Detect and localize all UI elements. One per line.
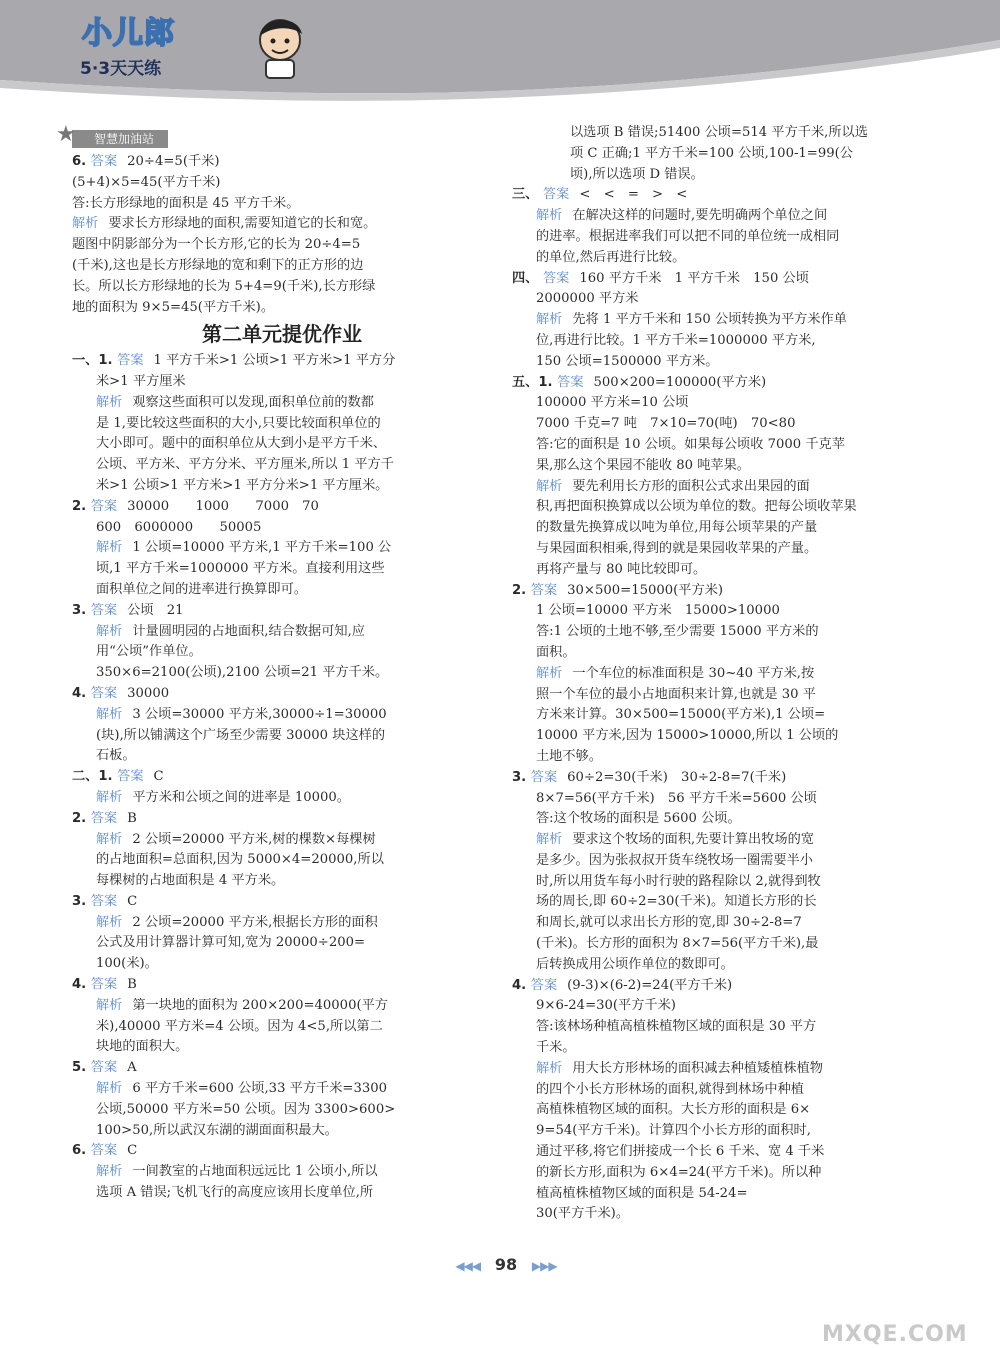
line-text: 150 公顷=1500000 平方米。 [536,353,719,369]
analysis-tag: 解析 [536,478,563,494]
analysis-tag: 解析 [96,540,123,556]
line-text: 面积。 [536,644,576,660]
text-line [72,705,492,726]
line-text: 3 公顷=30000 平方米,30000÷1=30000 [132,706,387,722]
text-line [512,830,932,851]
text-line [72,455,492,476]
text-line [512,726,932,747]
analysis-tag: 解析 [96,831,123,847]
line-text: 30000 [127,685,170,701]
page-footer [426,1255,586,1274]
line-text: 再将产量与 80 吨比较即可。 [536,561,707,577]
line-text: 顷,1 平方千米=1000000 平方米。直接利用这些 [96,561,385,577]
line-text: 30000 1000 7000 70 [127,498,319,514]
answer-tag: 答案 [530,582,558,598]
line-text: 是多少。因为张叔叔开货车绕牧场一圈需要半小 [536,852,813,868]
line-text: C [127,1143,138,1159]
line-text: (块),所以铺满这个广场至少需要 30000 块这样的 [96,727,386,743]
text-line [512,601,932,622]
text-line [72,1183,492,1204]
text-line [72,1121,492,1142]
line-text: A [127,1060,137,1076]
text-line [512,1163,932,1184]
answer-tag: 答案 [90,1143,118,1159]
text-line [512,414,932,435]
analysis-tag: 解析 [536,208,563,224]
text-line [72,393,492,414]
question-number: 4. [512,977,531,993]
text-line [512,497,932,518]
text-line [512,248,932,269]
text-line [72,601,492,622]
page-number: 98 [494,1255,518,1274]
text-line [512,373,932,394]
text-line [512,560,932,581]
answer-tag: 答案 [90,977,118,993]
text-line [72,351,492,372]
text-line [72,194,492,215]
text-line [512,892,932,913]
text-line [512,581,932,602]
line-text: 用大长方形林场的面积减去种植矮植株植物 [572,1060,823,1076]
question-number: 6. [72,1143,91,1159]
text-line [512,123,932,144]
line-text: 160 平方千米 1 平方千米 150 公顷 [579,270,809,286]
line-text: 通过平移,将它们拼接成一个长 6 千米、宽 4 千米 [536,1144,825,1160]
text-line [512,206,932,227]
text-line [512,768,932,789]
text-line [512,435,932,456]
answer-tag: 答案 [117,353,144,369]
text-line [72,152,492,173]
text-line [72,622,492,643]
line-text: 30×500=15000(平方米) [567,582,724,598]
line-text: 要先利用长方形的面积公式求出果园的面 [572,478,810,494]
text-line [72,497,492,518]
line-text: 的进率。根据进率我们可以把不同的单位统一成相同 [536,228,840,244]
line-text: 场的周长,即 60÷2=30(千米)。知道长方形的长 [536,894,817,910]
line-text: 的四个小长方形林场的面积,就得到林场中种植 [536,1081,804,1097]
line-text: 1 公顷=10000 平方米 15000>10000 [536,603,780,619]
question-number: 5. [72,1060,91,1076]
text-line [72,277,492,298]
text-line [512,996,932,1017]
analysis-tag: 解析 [536,665,563,681]
answer-tag: 答案 [90,685,118,701]
line-text: 答:该林场种植高植株植物区域的面积是 30 平方 [536,1019,817,1035]
question-number: 一、1. [72,353,118,369]
text-line [72,434,492,455]
question-number: 3. [72,602,91,618]
line-text: 公顷 21 [127,602,184,618]
analysis-tag: 解析 [96,914,123,930]
line-text: 在解决这样的问题时,要先明确两个单位之间 [572,208,828,224]
line-text: 项 C 正确;1 平方千米=100 公顷,100-1=99(公 [570,145,853,161]
line-text: 每棵树的占地面积是 4 平方米。 [96,873,285,889]
line-text: 答:这个牧场的面积是 5600 公顷。 [536,811,741,827]
line-text: 时,所以用货车每小时行驶的路程除以 2,就得到牧 [536,873,821,889]
line-text: 长。所以长方形绿地的长为 5+4=9(千米),长方形绿 [72,278,376,294]
line-text: 先将 1 平方千米和 150 公顷转换为平方米作单 [572,312,847,328]
text-line [512,1017,932,1038]
line-text: 2 公顷=20000 平方米,根据长方形的面积 [132,914,378,930]
question-number: 二、1. [72,769,118,785]
line-text: B [127,977,137,993]
text-line [512,1121,932,1142]
text-line [72,1162,492,1183]
line-text: 9×6-24=30(平方千米) [536,998,676,1014]
line-text: 10000 平方米,因为 15000>10000,所以 1 公顷的 [536,728,839,744]
text-line [72,235,492,256]
text-line [512,539,932,560]
line-text: (9-3)×(6-2)=24(平方千米) [567,977,733,993]
line-text: 米>1 平方厘米 [96,373,186,389]
line-text: 用“公顷”作单位。 [96,644,202,660]
text-line [512,747,932,768]
line-text: 观察这些面积可以发现,面积单位前的数都 [132,394,374,410]
line-text: 1 平方千米>1 公顷>1 平方米>1 平方分 [153,353,396,369]
answer-tag: 答案 [530,769,558,785]
text-line [512,913,932,934]
line-text: 30(平方千米)。 [536,1206,630,1222]
text-line [72,642,492,663]
text-line [512,352,932,373]
line-text: 和周长,就可以求出长方形的宽,即 30÷2-8=7 [536,915,802,931]
analysis-tag: 解析 [96,623,123,639]
question-number: 五、1. [512,374,558,390]
answer-tag: 答案 [557,374,584,390]
question-number: 3. [512,769,531,785]
text-line [72,1017,492,1038]
analysis-tag: 解析 [96,394,123,410]
text-line [512,185,932,206]
text-line [72,518,492,539]
line-text: 是 1,要比较这些面积的大小,只要比较面积单位的 [96,415,381,431]
line-text: 方米来计算。30×500=15000(平方米),1 公顷= [536,707,826,723]
text-line [72,1100,492,1121]
mascot-icon [252,14,310,80]
text-line [72,892,492,913]
text-line [512,144,932,165]
text-line [512,331,932,352]
text-line [72,871,492,892]
answer-tag: 答案 [117,769,144,785]
analysis-tag: 解析 [96,706,123,722]
text-line [72,1037,492,1058]
line-text: 9=54(平方千米)。计算四个小长方形的面积时, [536,1123,811,1139]
text-line [512,976,932,997]
text-line [72,954,492,975]
line-text: 60÷2=30(千米) 30÷2-8=7(千米) [567,769,787,785]
line-text: 的单位,然后再进行比较。 [536,249,686,265]
line-text: (千米),这也是长方形绿地的宽和剩下的正方形的边 [72,257,364,273]
line-text: C [127,893,138,909]
brand-name: 小儿郎 [82,16,175,51]
text-line [512,872,932,893]
text-line [72,214,492,235]
analysis-tag: 解析 [96,1164,123,1180]
line-text: 100000 平方米=10 公顷 [536,395,689,411]
text-line [512,809,932,830]
text-line [512,1142,932,1163]
answer-tag: 答案 [90,810,118,826]
text-line [72,996,492,1017]
question-number: 四、 [512,270,543,286]
line-text: 米>1 公顷>1 平方米>1 平方分米>1 平方厘米。 [96,477,389,493]
text-line [72,298,492,319]
analysis-tag: 解析 [96,789,123,805]
line-text: 100>50,所以武汉东湖的湖面面积最大。 [96,1122,338,1138]
text-line [512,1184,932,1205]
answer-tag: 答案 [542,270,570,286]
line-text: 公顷,50000 平方米=50 公顷。因为 3300>600> [96,1101,396,1117]
text-line [72,559,492,580]
text-line [72,746,492,767]
text-line [72,256,492,277]
unit-title: 第二单元提优作业 [202,322,362,347]
line-text: 一个车位的标准面积是 30~40 平方米,按 [572,665,815,681]
text-line [72,788,492,809]
text-line [72,538,492,559]
line-text: 积,再把面积换算成以公顷为单位的数。把每公顷收苹果 [536,499,857,515]
text-line [512,289,932,310]
text-line [512,477,932,498]
line-text: B [127,810,137,826]
question-number: 4. [72,685,91,701]
text-line [512,165,932,186]
line-text: 的数量先换算成以吨为单位,用每公顷苹果的产量 [536,520,818,536]
line-text: 植高植株植物区域的面积是 54-24= [536,1185,748,1201]
text-line [512,643,932,664]
text-line [72,684,492,705]
section-header [56,122,168,148]
line-text: 的占地面积=总面积,因为 5000×4=20000,所以 [96,852,384,868]
line-text: 大小即可。题中的面积单位从大到小是平方千米、 [96,436,387,452]
question-number: 3. [72,893,91,909]
text-line [72,1058,492,1079]
text-line [72,850,492,871]
text-line [72,663,492,684]
line-text: 要求长方形绿地的面积,需要知道它的长和宽。 [108,216,377,232]
question-number: 2. [72,498,91,514]
line-text: (千米)。长方形的面积为 8×7=56(平方千米),最 [536,936,819,952]
line-text: 答:长方形绿地的面积是 45 平方千米。 [72,195,300,211]
line-text: 1 公顷=10000 平方米,1 平方千米=100 公 [132,540,392,556]
right-column [512,123,932,1225]
text-line [512,310,932,331]
line-text: 100(米)。 [96,956,158,972]
text-line [72,1141,492,1162]
line-text: 照一个车位的最小占地面积来计算,也就是 30 平 [536,686,816,702]
text-line [72,830,492,851]
line-text: 土地不够。 [536,748,602,764]
text-line [512,269,932,290]
text-line [512,1059,932,1080]
text-line [72,913,492,934]
text-line [72,173,492,194]
section-title: 智慧加油站 [94,132,155,146]
text-line [512,664,932,685]
text-line [512,1100,932,1121]
brand-logo [76,8,236,88]
line-text: 米),40000 平方米=4 公顷。因为 4<5,所以第二 [96,1018,383,1034]
question-number: 2. [512,582,531,598]
line-text: 6 平方千米=600 公顷,33 平方千米=3300 [132,1081,388,1097]
line-text: 后转换成用公顷作单位的数即可。 [536,956,734,972]
text-line [72,726,492,747]
line-text: 题图中阴影部分为一个长方形,它的长为 20÷4=5 [72,237,361,253]
line-text: 8×7=56(平方千米) 56 平方千米=5600 公顷 [536,790,817,806]
line-text: 地的面积为 9×5=45(平方千米)。 [72,299,275,315]
line-text: 千米。 [536,1040,576,1056]
text-line [512,518,932,539]
line-text: 2 公顷=20000 平方米,树的棵数×每棵树 [132,831,376,847]
text-line [512,456,932,477]
star-icon: ★ [56,122,76,147]
line-text: 的新长方形,面积为 6×4=24(平方千米)。所以种 [536,1164,822,1180]
line-text: C [153,769,164,785]
line-text: 600 6000000 50005 [96,519,262,535]
line-text: 计量圆明园的占地面积,结合数据可知,应 [132,623,365,639]
text-line [72,933,492,954]
text-line [512,1038,932,1059]
text-line [512,685,932,706]
watermark: MXQE.COM [822,1322,968,1347]
line-text: 果,那么这个果园不能收 80 吨苹果。 [536,457,750,473]
line-text: 块地的面积大。 [96,1039,189,1055]
line-text: 位,再进行比较。1 平方千米=1000000 平方米, [536,332,816,348]
text-line [72,975,492,996]
answer-tag: 答案 [90,893,118,909]
text-line [72,767,492,788]
answer-tag: 答案 [90,602,118,618]
answer-tag: 答案 [90,154,118,169]
text-line [512,1080,932,1101]
answer-tag: 答案 [90,1060,118,1076]
line-text: 要求这个牧场的面积,先要计算出牧场的宽 [572,832,814,848]
line-text: 以选项 B 错误;51400 公顷=514 平方千米,所以选 [570,125,868,140]
text-line [512,705,932,726]
line-text: 350×6=2100(公顷),2100 公顷=21 平方千米。 [96,665,389,681]
line-text: 平方米和公顷之间的进率是 10000。 [132,789,350,805]
line-text: (5+4)×5=45(平方千米) [72,174,221,190]
text-line [512,851,932,872]
analysis-tag: 解析 [72,216,99,232]
brand-subtitle: 5·3天天练 [80,59,162,79]
text-line [512,955,932,976]
text-line [72,1079,492,1100]
line-text: 与果园面积相乘,得到的就是果园收苹果的产量。 [536,540,818,556]
left-column [56,122,492,1204]
line-text: 一间教室的占地面积远远比 1 公顷小,所以 [132,1164,378,1180]
line-text: 答:1 公顷的土地不够,至少需要 15000 平方米的 [536,624,819,640]
left-arrows-icon: ◀◀◀ [455,1259,481,1273]
line-text: 2000000 平方米 [536,291,639,307]
question-number: 三、 [512,187,543,203]
line-text: 500×200=100000(平方米) [593,374,767,390]
line-text: 第一块地的面积为 200×200=40000(平方 [132,997,388,1013]
text-line [512,393,932,414]
line-text: 公顷、平方米、平方分米、平方厘米,所以 1 平方千 [96,457,394,473]
analysis-tag: 解析 [536,312,563,328]
text-line [72,414,492,435]
answer-tag: 答案 [530,977,558,993]
answer-tag: 答案 [542,187,570,203]
line-text: 面积单位之间的进率进行换算即可。 [96,581,307,597]
text-line [512,622,932,643]
analysis-tag: 解析 [96,997,123,1013]
line-text: 公式及用计算器计算可知,宽为 20000÷200= [96,935,366,951]
line-text: 石板。 [96,748,136,764]
text-line [72,580,492,601]
line-text: 顷),所以选项 D 错误。 [570,166,704,182]
question-number: 4. [72,977,91,993]
text-line [512,1204,932,1225]
text-line [512,789,932,810]
analysis-tag: 解析 [536,1060,563,1076]
answer-tag: 答案 [90,498,118,514]
line-text: 20÷4=5(千米) [127,154,220,169]
text-line [72,809,492,830]
text-line [72,372,492,393]
line-text: < < = > < [579,187,688,203]
analysis-tag: 解析 [96,1081,123,1097]
question-number: 6. [72,154,91,169]
line-text: 答:它的面积是 10 公顷。如果每公顷收 7000 千克苹 [536,436,845,452]
text-line [512,227,932,248]
text-line [72,476,492,497]
line-text: 选项 A 错误;飞机飞行的高度应该用长度单位,所 [96,1185,374,1201]
analysis-tag: 解析 [536,832,563,848]
text-line [512,934,932,955]
question-number: 2. [72,810,91,826]
right-arrows-icon: ▶▶▶ [531,1259,557,1273]
line-text: 7000 千克=7 吨 7×10=70(吨) 70<80 [536,416,796,432]
line-text: 高植株植物区域的面积。大长方形的面积是 6× [536,1102,811,1118]
